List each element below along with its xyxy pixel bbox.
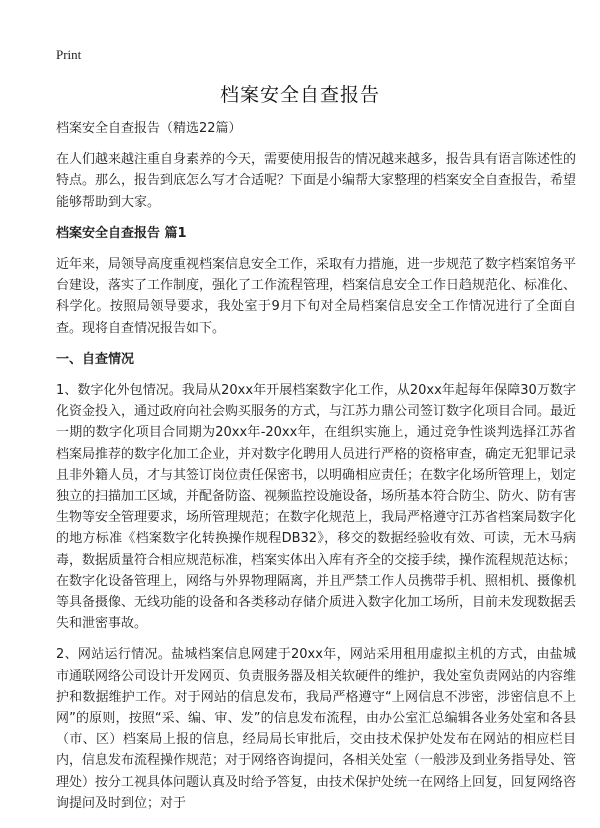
document-body	[56, 118, 576, 824]
print-link[interactable]: Print	[56, 47, 82, 62]
document-title: 档案安全自查报告	[219, 84, 380, 106]
document-subtitle: 档案安全自查报告（精选22篇）	[56, 121, 242, 136]
body-paragraph: 1、数字化外包情况。我局从20xx年开展档案数字化工作，从20xx年起每年保障30万数字化资金投入，通过政府向社会购买服务的方式，与江苏力鼎公司签订数字化项目合同。最近一期的数字化项目合同期为20xx年-20xx年，在组织实施上，通过竞争性谈判选择江苏省档案局推荐的数字化加工企业，并对数字化聘用人员进行严格的资格审查，确定无犯罪记录且非外籍人员，才与其签订岗位责任保密书，以明确相应责任；在数字化场所管理上，划定独立的扫描加工区域，并配备防盗、视频监控设施设备，场所基本符合防尘、防火、防有害生物等安全管理要求，场所管理规范；在数字化规范上，我局严格遵守江苏省档案局数字化的地方标准《档案数字化转换操作规程DB32》，移交的数据经验收有效、可读，无木马病毒，数据质量符合相应规范标准，档案实体出入库有齐全的交接手续，操作流程规范达标；在数字化设备管理上，网络与外界物理隔离，并且严禁工作人员携带手机、照相机、摄像机等具备摄像、无线功能的设备和各类移动存储介质进入数字化加工场所，目前未发现数据丢失和泄密事故。	[56, 383, 577, 632]
body-paragraph: 2、网站运行情况。盐城档案信息网建于20xx年，网站采用租用虚拟主机的方式，由盐城市通联网络公司设计开发网页、负责服务器及相关软硬件的维护，我处室负责网站的内容维护和数据维护工作。对于网站的信息发布，我局严格遵守“上网信息不涉密，涉密信息不上网”的原则，按照“采、编、审、发”的信息发布流程，由办公室汇总编辑各业务处室和各县（市、区）档案局上报的信息，经局局长审批后，交由技术保护处发布在网站的相应栏目内，信息发布流程操作规范；对于网络咨询提问，各相关处室（一般涉及到业务指导处、管理处）按分工视具体问题认真及时给予答复，由技术保护处统一在网络上回复，回复网络咨询提问及时到位；对于	[56, 647, 577, 811]
intro-paragraph: 在人们越来越注重自身素养的今天，需要使用报告的情况越来越多，报告具有语言陈述性的特点。那么，报告到底怎么写才合适呢？下面是小编帮大家整理的档案安全自查报告，希望能够帮助到大家。	[56, 152, 577, 210]
article-heading: 档案安全自查报告 篇1	[56, 225, 187, 241]
section-heading: 一、自查情况	[56, 351, 135, 367]
article-intro-paragraph: 近年来，局领导高度重视档案信息安全工作，采取有力措施，进一步规范了数字档案馆务平台建设，落实了工作制度，强化了工作流程管理，档案信息安全工作日趋规范化、标准化、科学化。按照局领导要求，我处室于9月下旬对全局档案信息安全工作情况进行了全面自查。现将自查情况报告如下。	[56, 257, 577, 336]
